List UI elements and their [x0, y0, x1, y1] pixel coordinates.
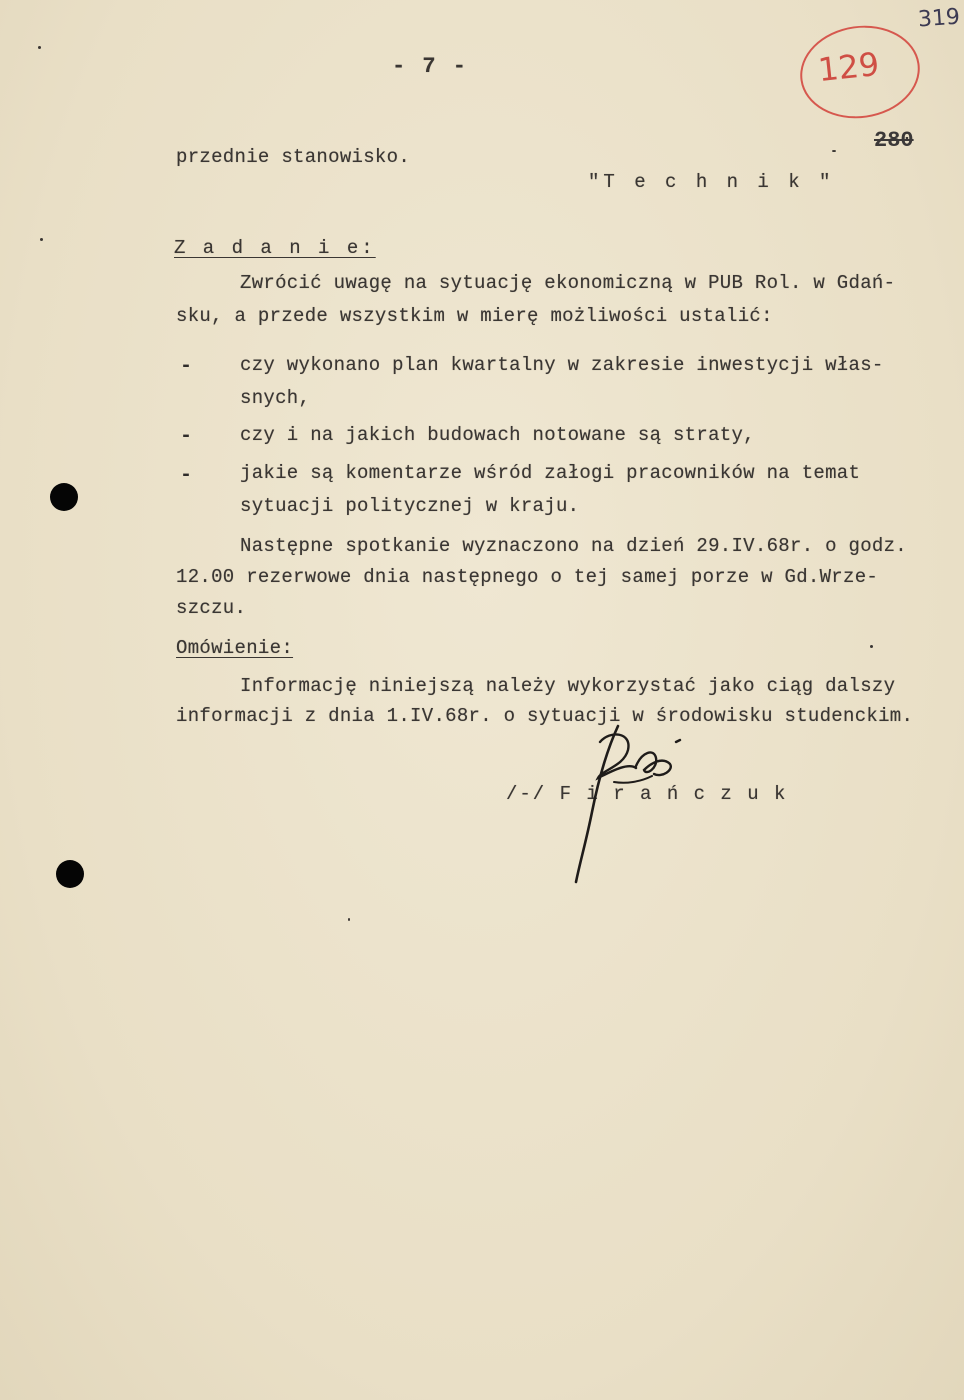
bullet-3-line-1: jakie są komentarze wśród załogi pracowników na temat [240, 462, 861, 484]
bullet-marker-1: - [180, 355, 193, 378]
discussion-line-2: informacji z dnia 1.IV.68r. o sytuacji w środowisku studenckim. [176, 705, 914, 727]
next-meeting-line-1: Następne spotkanie wyznaczono na dzień 29.IV.68r. o godz. [240, 535, 908, 557]
task-line-2: sku, a przede wszystkim w mierę możliwości ustalić: [176, 305, 773, 327]
intro-line: przednie stanowisko. [176, 146, 411, 168]
archive-page-number: 319 [917, 4, 961, 33]
bullet-3-line-2: sytuacji politycznej w kraju. [240, 495, 580, 517]
struck-old-page-number: 280 [874, 128, 914, 153]
discussion-line-1: Informację niniejszą należy wykorzystać jako ciąg dalszy [240, 675, 896, 697]
bullet-1-line-2: snych, [240, 387, 311, 409]
bullet-marker-2: - [180, 425, 193, 448]
next-meeting-line-2: 12.00 rezerwowe dnia następnego o tej samej porze w Gd.Wrze- [176, 566, 879, 588]
task-heading: Z a d a n i e: [174, 237, 376, 259]
discussion-heading: Omówienie: [176, 637, 294, 659]
bullet-1-line-1: czy wykonano plan kwartalny w zakresie inwestycji włas- [240, 354, 884, 376]
punch-hole-top [50, 483, 78, 511]
codename: "T e c h n i k " [588, 171, 835, 193]
page-number: - 7 - [392, 54, 469, 79]
task-line-1: Zwrócić uwagę na sytuację ekonomiczną w PUB Rol. w Gdań- [240, 272, 896, 294]
punch-hole-bottom [56, 860, 84, 888]
bullet-2-line-1: czy i na jakich budowach notowane są straty, [240, 424, 755, 446]
signature-line: /-/ F i r a ń c z u k [506, 783, 788, 805]
red-stamp-number: 129 [816, 44, 881, 90]
next-meeting-line-3: szczu. [176, 597, 247, 619]
bullet-marker-3: - [180, 464, 193, 487]
handwritten-signature [540, 712, 720, 892]
